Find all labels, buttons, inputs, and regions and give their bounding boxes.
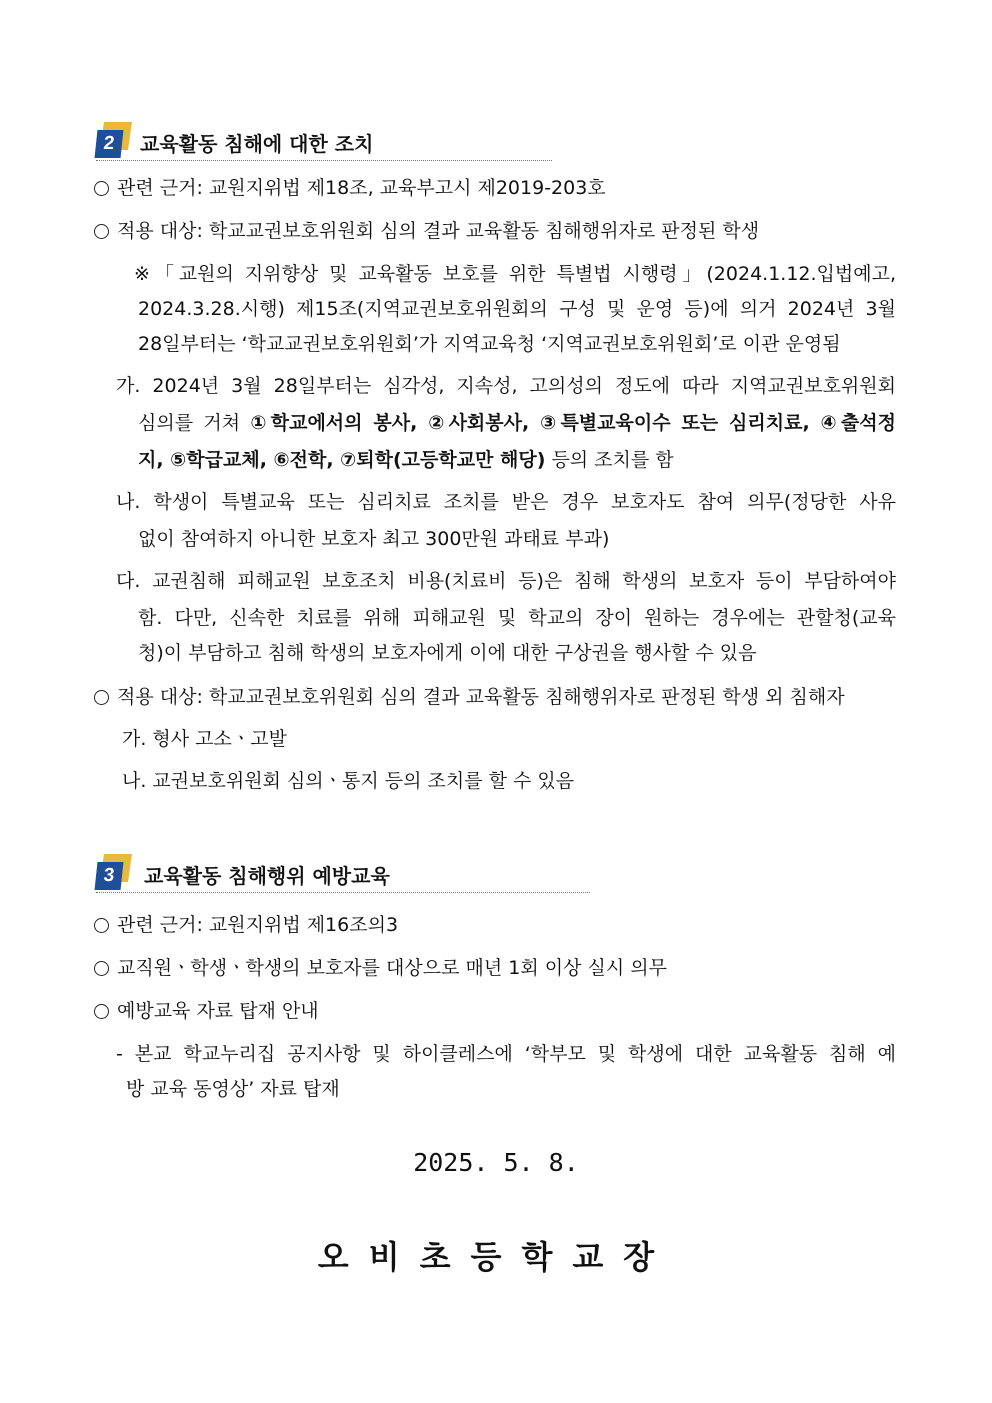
section3-title: 교육활동 침해행위 예방교육	[144, 864, 390, 888]
circle-bullet-icon	[94, 224, 109, 239]
section2-item-na-line1: 나. 학생이 특별교육 또는 심리치료 조치를 받은 경우 보호자도 참여 의무(정당한 사유	[116, 491, 896, 513]
section2-target2-item-na: 나. 교권보호위원회 심의ㆍ통지 등의 조치를 할 수 있음	[122, 770, 575, 792]
circle-bullet-icon	[94, 181, 109, 196]
section2-number: 2	[95, 130, 124, 158]
section2-number-badge	[96, 126, 130, 160]
document-date: 2025. 5. 8.	[413, 1148, 579, 1177]
section2-target1: 적용 대상: 학교교권보호위원회 심의 결과 교육활동 침해행위자로 판정된 학생	[94, 219, 759, 243]
section3-material-detail-line2: 방 교육 동영상’ 자료 탑재	[126, 1078, 340, 1100]
section3-header	[96, 858, 590, 894]
section3-material: 예방교육 자료 탑재 안내	[94, 999, 319, 1023]
section3-number-badge	[96, 858, 130, 892]
section3-basis: 관련 근거: 교원지위법 제16조의3	[94, 913, 398, 937]
section2-note-line2: 2024.3.28.시행) 제15조(지역교권보호위원회의 구성 및 운영 등)에 의거 2024년 3월	[138, 298, 896, 320]
section2-item-na-line2: 없이 참여하지 아니한 보호자 최고 300만원 과태료 부과)	[138, 528, 610, 550]
section2-basis: 관련 근거: 교원지위법 제18조, 교육부고시 제2019-203호	[94, 176, 606, 200]
section2-divider	[96, 160, 552, 161]
circle-bullet-icon	[94, 1004, 109, 1019]
section2-item-ga-line2: 심의를 거쳐 ①학교에서의 봉사, ②사회봉사, ③특별교육이수 또는 심리치료, ④출석정	[138, 412, 896, 434]
section2-title: 교육활동 침해에 대한 조치	[140, 132, 374, 156]
section3-divider	[96, 892, 590, 893]
section2-target2-item-ga: 가. 형사 고소ㆍ고발	[122, 728, 287, 750]
section2-item-da-line3: 청)이 부담하고 침해 학생의 보호자에게 이에 대한 구상권을 행사할 수 있음	[138, 642, 757, 664]
section2-item-ga-line3: 지, ⑤학급교체, ⑥전학, ⑦퇴학(고등학교만 해당) 등의 조치를 함	[138, 449, 674, 471]
section2-item-ga-line1: 가. 2024년 3월 28일부터는 심각성, 지속성, 고의성의 정도에 따라 지역교권보호위원회	[116, 375, 896, 397]
section3-number: 3	[95, 862, 124, 890]
section2-item-da-line2: 함. 다만, 신속한 치료를 위해 피해교원 및 학교의 장이 원하는 경우에는 관할청(교육	[138, 607, 896, 629]
circle-bullet-icon	[94, 918, 109, 933]
circle-bullet-icon	[94, 961, 109, 976]
section2-note-line3: 28일부터는 ‘학교교권보호위원회’가 지역교육청 ‘지역교권보호위원회’로 이관 운영됨	[138, 333, 841, 355]
section2-target2: 적용 대상: 학교교권보호위원회 심의 결과 교육활동 침해행위자로 판정된 학생 외 침해자	[94, 685, 845, 709]
section3-material-detail-line1: - 본교 학교누리집 공지사항 및 하이클레스에 ‘학부모 및 학생에 대한 교육활동 침해 예	[116, 1043, 896, 1065]
section2-header	[96, 126, 552, 162]
section2-note-line1: ※「교원의 지위향상 및 교육활동 보호를 위한 특별법 시행령」(2024.1.12.입법예고,	[134, 263, 896, 285]
circle-bullet-icon	[94, 690, 109, 705]
signer-name: 오비초등학교장	[317, 1238, 675, 1276]
section3-target: 교직원ㆍ학생ㆍ학생의 보호자를 대상으로 매년 1회 이상 실시 의무	[94, 956, 667, 980]
section2-item-da-line1: 다. 교권침해 피해교원 보호조치 비용(치료비 등)은 침해 학생의 보호자 등이 부담하여야	[116, 570, 896, 592]
